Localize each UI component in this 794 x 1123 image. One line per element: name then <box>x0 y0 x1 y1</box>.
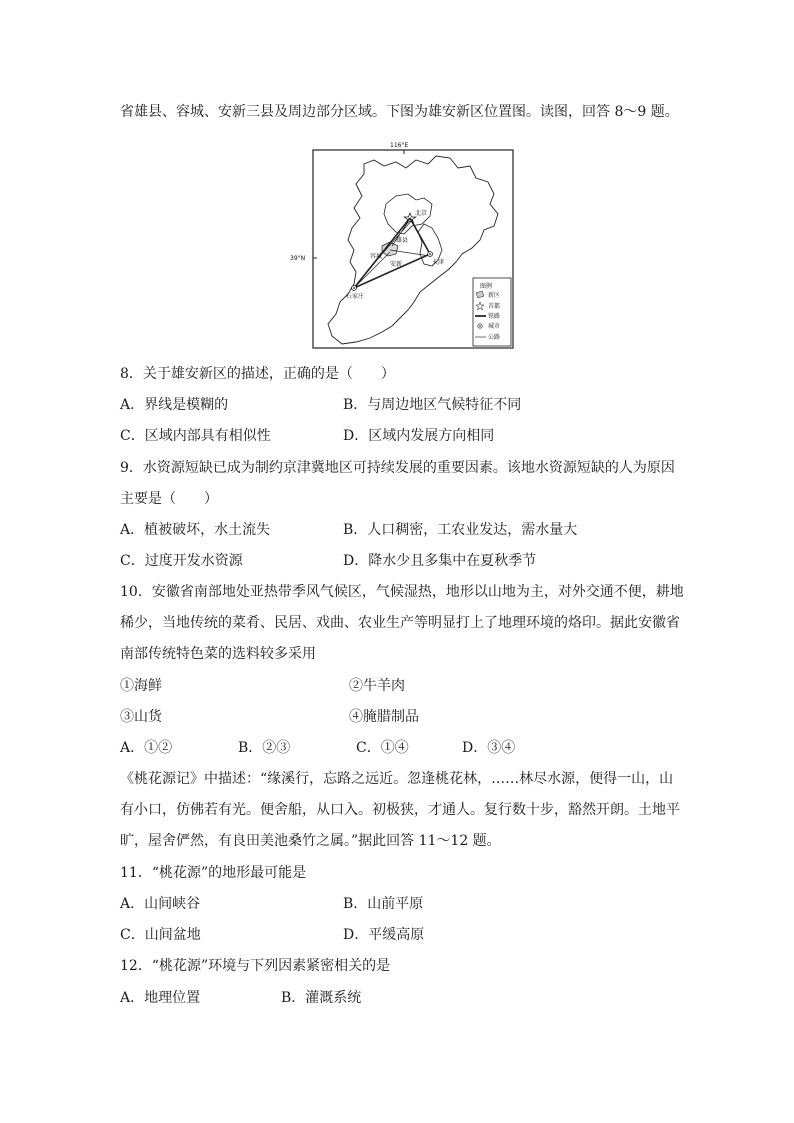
passage-line2: 有小口，仿佛若有光。便舍船，从口入。初极狭，才通人。复行数十步，豁然开朗。土地平 <box>120 802 680 818</box>
q10-item-2: ②牛羊肉 <box>349 678 405 694</box>
q11-stem: 11．“桃花源”的地形最可能是 <box>120 865 307 881</box>
q9-option-b[interactable]: B．人口稠密，工农业发达，需水量大 <box>343 522 578 538</box>
q9-stem-line2: 主要是（ ） <box>120 491 218 507</box>
q11-option-c[interactable]: C．山间盆地 <box>120 927 201 943</box>
q12-stem: 12．“桃花源”环境与下列因素紧密相关的是 <box>120 958 391 974</box>
q10-option-c[interactable]: C．①④ <box>356 740 409 756</box>
xiongan-location-map <box>290 138 514 350</box>
city-tianjin: 天津 <box>432 259 445 266</box>
q8-option-b[interactable]: B．与周边地区气候特征不同 <box>343 397 522 413</box>
passage-line3: 旷，屋舍俨然，有良田美池桑竹之属。”据此回答 11～12 题。 <box>120 833 501 849</box>
city-shijiazhuang: 石家庄 <box>346 293 365 300</box>
q9-option-c[interactable]: C．过度开发水资源 <box>120 553 243 569</box>
q9-stem-line1: 9．水资源短缺已成为制约京津冀地区可持续发展的重要因素。该地水资源短缺的人为原因 <box>120 460 675 476</box>
q10-option-a[interactable]: A．①② <box>120 740 173 756</box>
city-xiongxian: 雄县 <box>396 237 409 244</box>
q8-option-a[interactable]: A．界线是模糊的 <box>120 397 229 413</box>
lat-label: 39°N <box>290 255 306 262</box>
q12-option-b[interactable]: B．灌溉系统 <box>281 990 362 1006</box>
legend-item: 城市 <box>488 323 501 330</box>
legend-item: 首都 <box>488 303 501 310</box>
lon-label: 116°E <box>390 142 409 149</box>
q10-stem-line3: 南部传统特色菜的选料较多采用 <box>120 646 316 662</box>
q11-option-d[interactable]: D．平缓高原 <box>343 927 425 943</box>
city-anxin: 安新 <box>390 261 403 268</box>
q11-option-a[interactable]: A．山间峡谷 <box>120 896 201 912</box>
city-rongcheng: 容城 <box>370 253 383 260</box>
q8-option-d[interactable]: D．区域内发展方向相同 <box>343 428 495 444</box>
q10-item-4: ④腌腊制品 <box>349 709 419 725</box>
legend-item: 铁路 <box>488 313 501 320</box>
q8-stem: 8．关于雄安新区的描述，正确的是（ ） <box>120 366 395 382</box>
q10-option-d[interactable]: D．③④ <box>462 740 516 756</box>
q10-option-b[interactable]: B．②③ <box>238 740 291 756</box>
map-legend <box>473 278 511 346</box>
q10-item-3: ③山货 <box>120 709 162 725</box>
legend-title: 图例 <box>480 283 493 290</box>
q10-item-1: ①海鲜 <box>120 678 162 694</box>
q10-stem-line2: 稀少，当地传统的菜肴、民居、戏曲、农业生产等明显打上了地理环境的烙印。据此安徽省 <box>120 615 680 631</box>
q9-option-a[interactable]: A．植被破坏，水土流失 <box>120 522 271 538</box>
q11-option-b[interactable]: B．山前平原 <box>343 896 424 912</box>
legend-item: 新区 <box>488 292 501 299</box>
q8-option-c[interactable]: C．区域内部具有相似性 <box>120 428 271 444</box>
q12-option-a[interactable]: A．地理位置 <box>120 990 201 1006</box>
q9-option-d[interactable]: D．降水少且多集中在夏秋季节 <box>343 553 537 569</box>
city-beijing: 北京 <box>415 210 428 217</box>
passage-line1: 《桃花源记》中描述：“缘溪行，忘路之远近。忽逢桃花林，……林尽水源，便得一山，山 <box>120 771 674 787</box>
q10-stem-line1: 10．安徽省南部地处亚热带季风气候区，气候湿热，地形以山地为主，对外交通不便，耕地 <box>120 584 684 600</box>
legend-item: 公路 <box>488 334 501 341</box>
intro-text: 省雄县、容城、安新三县及周边部分区域。下图为雄安新区位置图。读图，回答 8～9 题。 <box>120 104 679 120</box>
